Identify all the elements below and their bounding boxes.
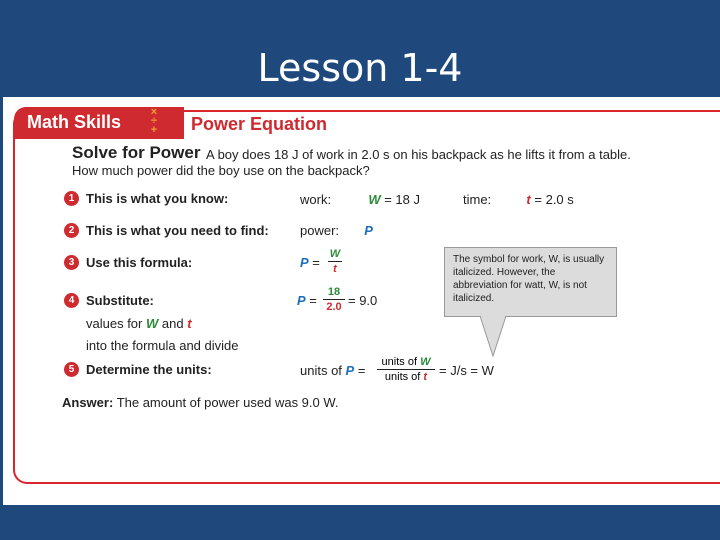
math-operators-icon: × ÷ + <box>150 106 158 136</box>
step-label-5: Determine the units: <box>86 362 212 377</box>
step-label-1: This is what you know: <box>86 191 229 206</box>
problem-text-line2: How much power did the boy use on the backpack? <box>72 163 370 178</box>
formula-lhs: P = <box>300 255 320 270</box>
callout-pointer <box>476 316 520 360</box>
step-label-3: Use this formula: <box>86 255 193 270</box>
step-number-1: 1 <box>64 191 79 206</box>
problem-heading: Solve for Power <box>72 143 201 162</box>
step-label-2: This is what you need to find: <box>86 223 269 238</box>
units-lhs: units of P = <box>300 363 366 378</box>
bottom-bar <box>0 505 720 540</box>
step-number-4: 4 <box>64 293 79 308</box>
answer: Answer: The amount of power used was 9.0 W. <box>62 395 339 410</box>
slide-title: Lesson 1-4 <box>257 46 463 90</box>
formula-fraction: W t <box>329 248 341 275</box>
known-time: time: t = 2.0 s <box>463 192 574 207</box>
problem-text-line1: A boy does 18 J of work in 2.0 s on his backpack as he lifts it from a table. <box>206 147 631 162</box>
step-label-4: Substitute: <box>86 293 154 308</box>
substitute-line2: into the formula and divide <box>86 338 239 353</box>
substitute-fraction: 18 2.0 <box>323 286 345 313</box>
known-work: work: W = 18 J <box>300 192 420 207</box>
banner-label: Math Skills <box>27 112 122 132</box>
substitute-line1: values for W and t <box>86 316 192 331</box>
math-skills-banner <box>14 107 184 139</box>
substitute-result: = 9.0 <box>348 293 378 308</box>
substitute-lhs: P = <box>297 293 317 308</box>
section-heading: Power Equation <box>191 114 328 134</box>
content-panel <box>3 97 720 505</box>
italic-note-callout: The symbol for work, W, is usually italicized. However, the abbreviation for watt, W, is not italicized. <box>444 247 617 317</box>
step-number-2: 2 <box>64 223 79 238</box>
step-number-5: 5 <box>64 362 79 377</box>
step-number-3: 3 <box>64 255 79 270</box>
find-power: power: P <box>300 223 373 238</box>
units-fraction: units of W units of t <box>377 356 435 383</box>
units-result: = J/s = W <box>439 363 494 378</box>
